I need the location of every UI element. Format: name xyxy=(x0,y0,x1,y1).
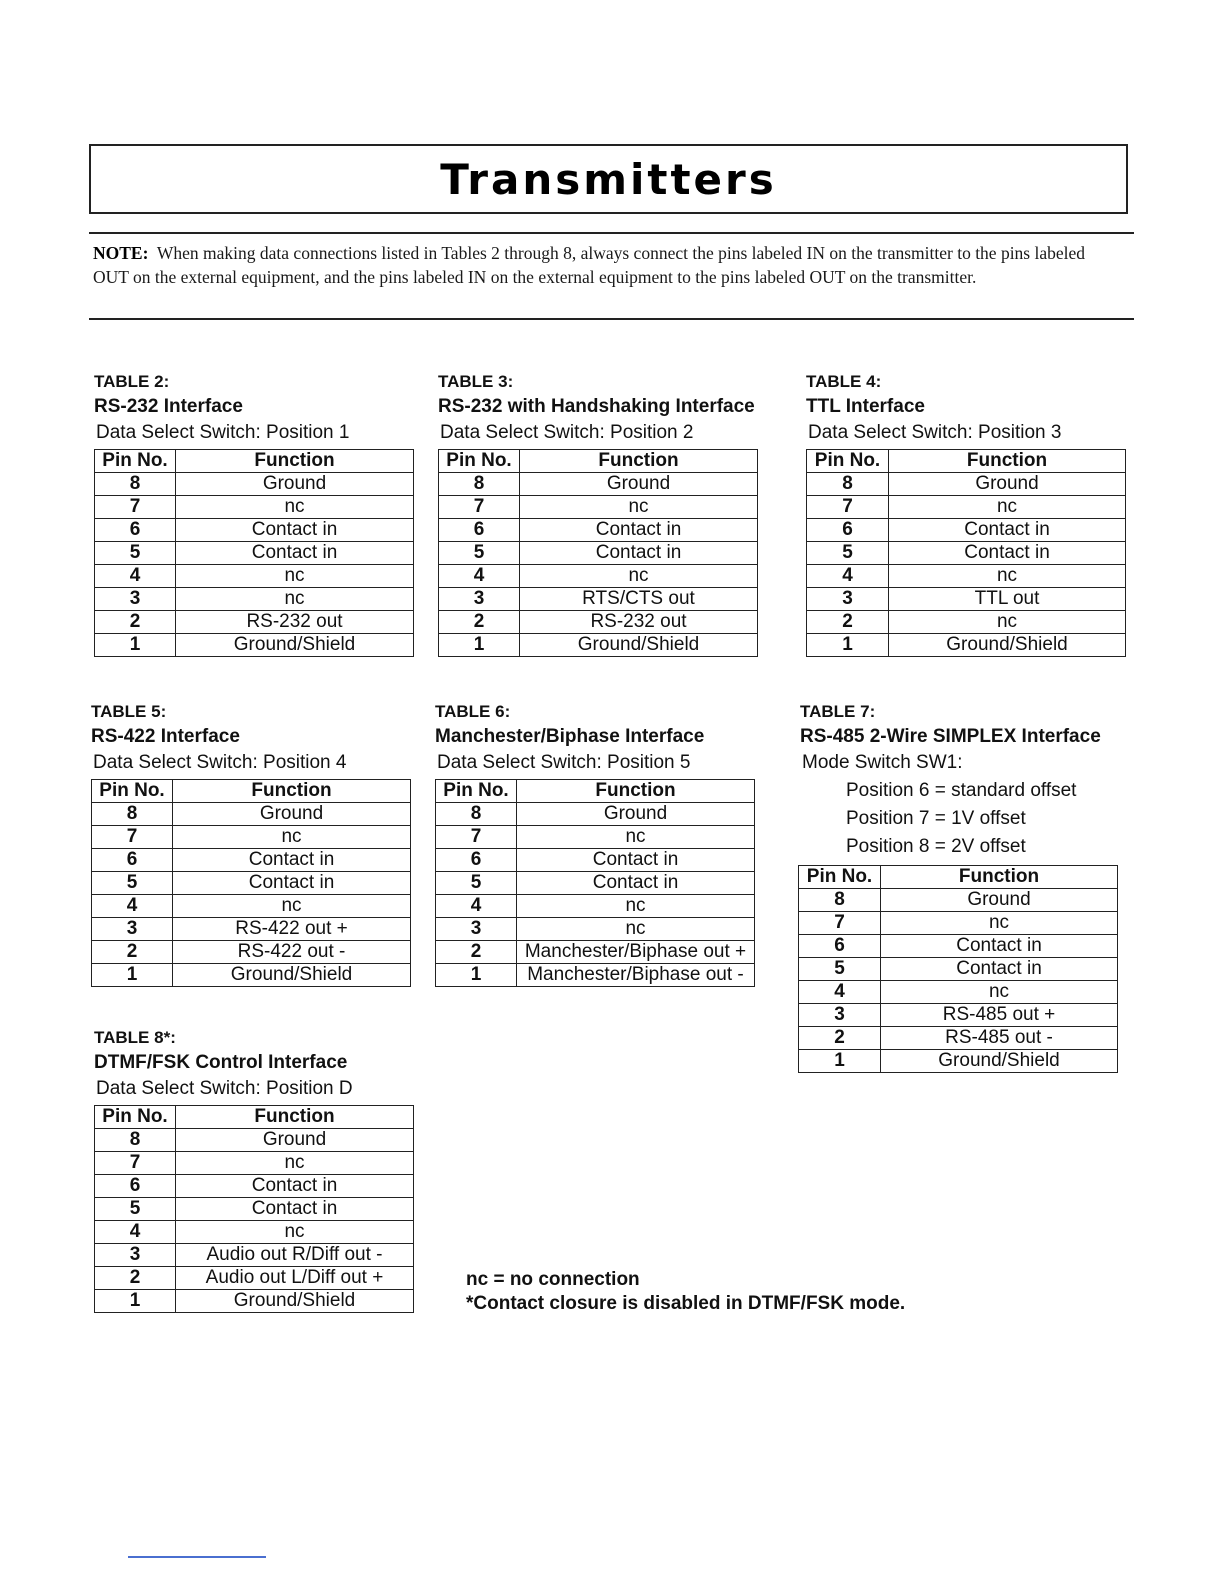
table-8-block xyxy=(94,1026,414,1313)
table-row xyxy=(95,565,414,588)
table-row xyxy=(436,872,755,895)
pin-function: Ground xyxy=(881,889,1118,912)
table-header-row xyxy=(799,866,1118,889)
function-header: Function xyxy=(173,780,411,803)
pin-function: TTL out xyxy=(889,588,1126,611)
pin-function: RS-485 out - xyxy=(881,1027,1118,1050)
pin-number: 7 xyxy=(439,496,520,519)
mode-line: Position 7 = 1V offset xyxy=(846,808,1026,829)
pin-number: 6 xyxy=(95,1175,176,1198)
function-header: Function xyxy=(520,450,758,473)
pin-function: nc xyxy=(520,496,758,519)
pin-function: Ground xyxy=(176,473,414,496)
table-row xyxy=(92,918,411,941)
pin-function: Contact in xyxy=(520,519,758,542)
pin-header: Pin No. xyxy=(436,780,517,803)
pin-number: 4 xyxy=(436,895,517,918)
table-row xyxy=(439,496,758,519)
table-row xyxy=(436,941,755,964)
pin-number: 8 xyxy=(95,1129,176,1152)
pin-number: 1 xyxy=(439,634,520,657)
pin-number: 5 xyxy=(95,542,176,565)
table-header-row xyxy=(436,780,755,803)
table-row xyxy=(439,634,758,657)
pin-number: 2 xyxy=(799,1027,881,1050)
table-row xyxy=(95,1129,414,1152)
pin-header: Pin No. xyxy=(439,450,520,473)
pin-number: 3 xyxy=(439,588,520,611)
pin-function: nc xyxy=(517,918,755,941)
pin-function: Audio out R/Diff out - xyxy=(176,1244,414,1267)
pin-number: 2 xyxy=(92,941,173,964)
pin-function: RS-422 out + xyxy=(173,918,411,941)
table-row xyxy=(799,1050,1118,1073)
pin-number: 5 xyxy=(436,872,517,895)
table-row xyxy=(92,964,411,987)
pin-function: Contact in xyxy=(881,958,1118,981)
pin-number: 4 xyxy=(439,565,520,588)
table-row xyxy=(436,895,755,918)
page-title: Transmitters xyxy=(440,154,777,204)
pin-function: Manchester/Biphase out - xyxy=(517,964,755,987)
table-row xyxy=(436,964,755,987)
table-row xyxy=(436,918,755,941)
table-row xyxy=(807,634,1126,657)
pin-function: RS-232 out xyxy=(176,611,414,634)
pin-function: Ground xyxy=(520,473,758,496)
table-row xyxy=(799,889,1118,912)
pin-function: nc xyxy=(176,565,414,588)
pin-header: Pin No. xyxy=(799,866,881,889)
pin-number: 7 xyxy=(95,1152,176,1175)
pin-number: 8 xyxy=(799,889,881,912)
table-row xyxy=(439,588,758,611)
table-row xyxy=(807,588,1126,611)
pin-number: 7 xyxy=(799,912,881,935)
table-subtitle: Data Select Switch: Position 1 xyxy=(96,422,350,443)
pin-number: 8 xyxy=(807,473,889,496)
pin-number: 3 xyxy=(436,918,517,941)
table-row xyxy=(95,1175,414,1198)
table-row xyxy=(95,496,414,519)
table-row xyxy=(439,565,758,588)
pin-function: RTS/CTS out xyxy=(520,588,758,611)
pin-function: Ground xyxy=(173,803,411,826)
table-row xyxy=(807,519,1126,542)
table-row xyxy=(799,958,1118,981)
pin-function: Contact in xyxy=(517,849,755,872)
table-row xyxy=(95,1152,414,1175)
note-text: When making data connections listed in Tables 2 through 8, always connect the pins labeled IN on the transmitter to the pins labeled OUT on the external equipment, and the pins labeled IN on the external equipment to the pins labeled OUT on the transmitter. xyxy=(93,243,1086,287)
table-row xyxy=(439,519,758,542)
pin-number: 6 xyxy=(799,935,881,958)
pin-table xyxy=(438,449,758,657)
pin-function: nc xyxy=(889,496,1126,519)
pin-number: 2 xyxy=(807,611,889,634)
nc-legend: nc = no connection xyxy=(466,1269,640,1290)
pin-number: 5 xyxy=(92,872,173,895)
table-header-row xyxy=(92,780,411,803)
table-label: TABLE 6: xyxy=(435,702,511,721)
pin-number: 7 xyxy=(807,496,889,519)
top-divider xyxy=(89,232,1134,234)
table-row xyxy=(807,473,1126,496)
pin-function: Ground/Shield xyxy=(176,1290,414,1313)
table-header-row xyxy=(807,450,1126,473)
pin-header: Pin No. xyxy=(95,1106,176,1129)
pin-function: RS-485 out + xyxy=(881,1004,1118,1027)
pin-function: nc xyxy=(889,611,1126,634)
pin-function: Ground/Shield xyxy=(881,1050,1118,1073)
pin-function: Contact in xyxy=(173,872,411,895)
pin-number: 1 xyxy=(95,634,176,657)
table-header-row xyxy=(95,450,414,473)
pin-function: Ground/Shield xyxy=(173,964,411,987)
pin-function: RS-232 out xyxy=(520,611,758,634)
table-row xyxy=(95,1290,414,1313)
pin-table xyxy=(94,449,414,657)
pin-number: 8 xyxy=(436,803,517,826)
pin-function: nc xyxy=(176,1221,414,1244)
table-row xyxy=(95,1244,414,1267)
pin-number: 6 xyxy=(807,519,889,542)
table-title: RS-232 Interface xyxy=(94,396,243,417)
table-title: TTL Interface xyxy=(806,396,925,417)
function-header: Function xyxy=(517,780,755,803)
pin-function: nc xyxy=(889,565,1126,588)
pin-number: 5 xyxy=(439,542,520,565)
table-title: Manchester/Biphase Interface xyxy=(435,726,705,747)
table-row xyxy=(92,849,411,872)
table-subtitle: Data Select Switch: Position 5 xyxy=(437,752,691,773)
note-paragraph xyxy=(93,241,1118,289)
table-label: TABLE 4: xyxy=(806,372,882,391)
pin-number: 4 xyxy=(95,565,176,588)
pin-number: 4 xyxy=(807,565,889,588)
table-2-block xyxy=(94,370,414,657)
table-row xyxy=(95,1267,414,1290)
pin-table xyxy=(435,779,755,987)
pin-number: 3 xyxy=(799,1004,881,1027)
table-row xyxy=(439,611,758,634)
table-header-row xyxy=(95,1106,414,1129)
table-header-row xyxy=(439,450,758,473)
pin-header: Pin No. xyxy=(92,780,173,803)
pin-function: Audio out L/Diff out + xyxy=(176,1267,414,1290)
function-header: Function xyxy=(176,450,414,473)
table-row xyxy=(95,588,414,611)
pin-function: nc xyxy=(517,895,755,918)
pin-function: nc xyxy=(881,912,1118,935)
table-row xyxy=(436,803,755,826)
footnote: *Contact closure is disabled in DTMF/FSK mode. xyxy=(466,1293,906,1314)
pin-number: 6 xyxy=(439,519,520,542)
pin-number: 3 xyxy=(92,918,173,941)
table-row xyxy=(95,519,414,542)
footer-link-underline[interactable] xyxy=(128,1556,266,1558)
table-row xyxy=(799,981,1118,1004)
pin-number: 3 xyxy=(807,588,889,611)
table-row xyxy=(799,1004,1118,1027)
note-label: NOTE: xyxy=(93,243,149,263)
legend xyxy=(466,1268,905,1316)
pin-number: 7 xyxy=(92,826,173,849)
pin-function: Ground xyxy=(176,1129,414,1152)
function-header: Function xyxy=(889,450,1126,473)
table-row xyxy=(807,611,1126,634)
pin-number: 3 xyxy=(95,588,176,611)
pin-header: Pin No. xyxy=(807,450,889,473)
table-subtitle: Data Select Switch: Position D xyxy=(96,1078,353,1099)
pin-table xyxy=(91,779,411,987)
table-subtitle: Data Select Switch: Position 3 xyxy=(808,422,1062,443)
pin-function: Contact in xyxy=(889,542,1126,565)
table-row xyxy=(92,895,411,918)
table-6-block xyxy=(435,700,755,987)
mode-line: Position 8 = 2V offset xyxy=(846,836,1026,857)
pin-function: nc xyxy=(176,1152,414,1175)
pin-number: 4 xyxy=(799,981,881,1004)
pin-function: Contact in xyxy=(176,1198,414,1221)
pin-number: 5 xyxy=(799,958,881,981)
pin-function: Contact in xyxy=(520,542,758,565)
pin-function: RS-422 out - xyxy=(173,941,411,964)
pin-number: 1 xyxy=(799,1050,881,1073)
function-header: Function xyxy=(176,1106,414,1129)
table-title: DTMF/FSK Control Interface xyxy=(94,1052,348,1073)
pin-function: Contact in xyxy=(176,542,414,565)
table-row xyxy=(92,941,411,964)
pin-function: nc xyxy=(176,496,414,519)
pin-number: 7 xyxy=(436,826,517,849)
pin-number: 4 xyxy=(95,1221,176,1244)
pin-function: Manchester/Biphase out + xyxy=(517,941,755,964)
pin-number: 4 xyxy=(92,895,173,918)
pin-function: Contact in xyxy=(176,1175,414,1198)
pin-function: Contact in xyxy=(517,872,755,895)
table-label: TABLE 3: xyxy=(438,372,514,391)
table-label: TABLE 8*: xyxy=(94,1028,176,1047)
pin-number: 6 xyxy=(436,849,517,872)
pin-function: Ground xyxy=(517,803,755,826)
title-box xyxy=(89,144,1128,214)
table-title: RS-485 2-Wire SIMPLEX Interface xyxy=(800,726,1101,747)
table-row xyxy=(95,611,414,634)
table-row xyxy=(95,1198,414,1221)
pin-function: nc xyxy=(881,981,1118,1004)
pin-number: 2 xyxy=(439,611,520,634)
pin-number: 5 xyxy=(807,542,889,565)
pin-function: Ground/Shield xyxy=(176,634,414,657)
pin-number: 8 xyxy=(95,473,176,496)
table-row xyxy=(95,634,414,657)
table-row xyxy=(436,826,755,849)
table-row xyxy=(439,542,758,565)
pin-number: 2 xyxy=(95,611,176,634)
table-subtitle: Data Select Switch: Position 2 xyxy=(440,422,694,443)
table-title: RS-232 with Handshaking Interface xyxy=(438,396,755,417)
pin-number: 8 xyxy=(92,803,173,826)
pin-table xyxy=(806,449,1126,657)
table-title: RS-422 Interface xyxy=(91,726,240,747)
table-row xyxy=(807,542,1126,565)
pin-number: 3 xyxy=(95,1244,176,1267)
pin-function: nc xyxy=(173,895,411,918)
table-label: TABLE 2: xyxy=(94,372,170,391)
pin-number: 2 xyxy=(95,1267,176,1290)
pin-function: Ground/Shield xyxy=(889,634,1126,657)
table-row xyxy=(799,1027,1118,1050)
table-row xyxy=(92,826,411,849)
table-label: TABLE 5: xyxy=(91,702,167,721)
pin-number: 1 xyxy=(95,1290,176,1313)
table-row xyxy=(799,912,1118,935)
table-row xyxy=(95,542,414,565)
table-row xyxy=(807,496,1126,519)
table-row xyxy=(436,849,755,872)
table-5-block xyxy=(91,700,411,987)
pin-function: nc xyxy=(520,565,758,588)
pin-number: 7 xyxy=(95,496,176,519)
table-row xyxy=(92,872,411,895)
table-row xyxy=(95,473,414,496)
table-row xyxy=(92,803,411,826)
pin-function: Contact in xyxy=(176,519,414,542)
pin-number: 6 xyxy=(92,849,173,872)
table-label: TABLE 7: xyxy=(800,702,876,721)
pin-function: Contact in xyxy=(173,849,411,872)
pin-number: 5 xyxy=(95,1198,176,1221)
table-subtitle: Data Select Switch: Position 4 xyxy=(93,752,347,773)
table-row xyxy=(95,1221,414,1244)
pin-header: Pin No. xyxy=(95,450,176,473)
table-4-block xyxy=(806,370,1126,657)
pin-function: Ground/Shield xyxy=(520,634,758,657)
pin-number: 1 xyxy=(92,964,173,987)
pin-number: 1 xyxy=(436,964,517,987)
pin-function: nc xyxy=(517,826,755,849)
mode-line: Position 6 = standard offset xyxy=(846,780,1077,801)
table-row xyxy=(799,935,1118,958)
table-7-block xyxy=(800,700,1118,1073)
bottom-divider xyxy=(89,318,1134,320)
table-row xyxy=(439,473,758,496)
pin-number: 1 xyxy=(807,634,889,657)
pin-table xyxy=(94,1105,414,1313)
pin-number: 8 xyxy=(439,473,520,496)
pin-table xyxy=(798,865,1118,1073)
table-subtitle: Mode Switch SW1: xyxy=(802,752,963,773)
pin-function: Contact in xyxy=(889,519,1126,542)
pin-number: 2 xyxy=(436,941,517,964)
pin-function: Ground xyxy=(889,473,1126,496)
pin-function: Contact in xyxy=(881,935,1118,958)
pin-number: 6 xyxy=(95,519,176,542)
function-header: Function xyxy=(881,866,1118,889)
pin-function: nc xyxy=(173,826,411,849)
table-3-block xyxy=(438,370,758,657)
table-row xyxy=(807,565,1126,588)
pin-function: nc xyxy=(176,588,414,611)
